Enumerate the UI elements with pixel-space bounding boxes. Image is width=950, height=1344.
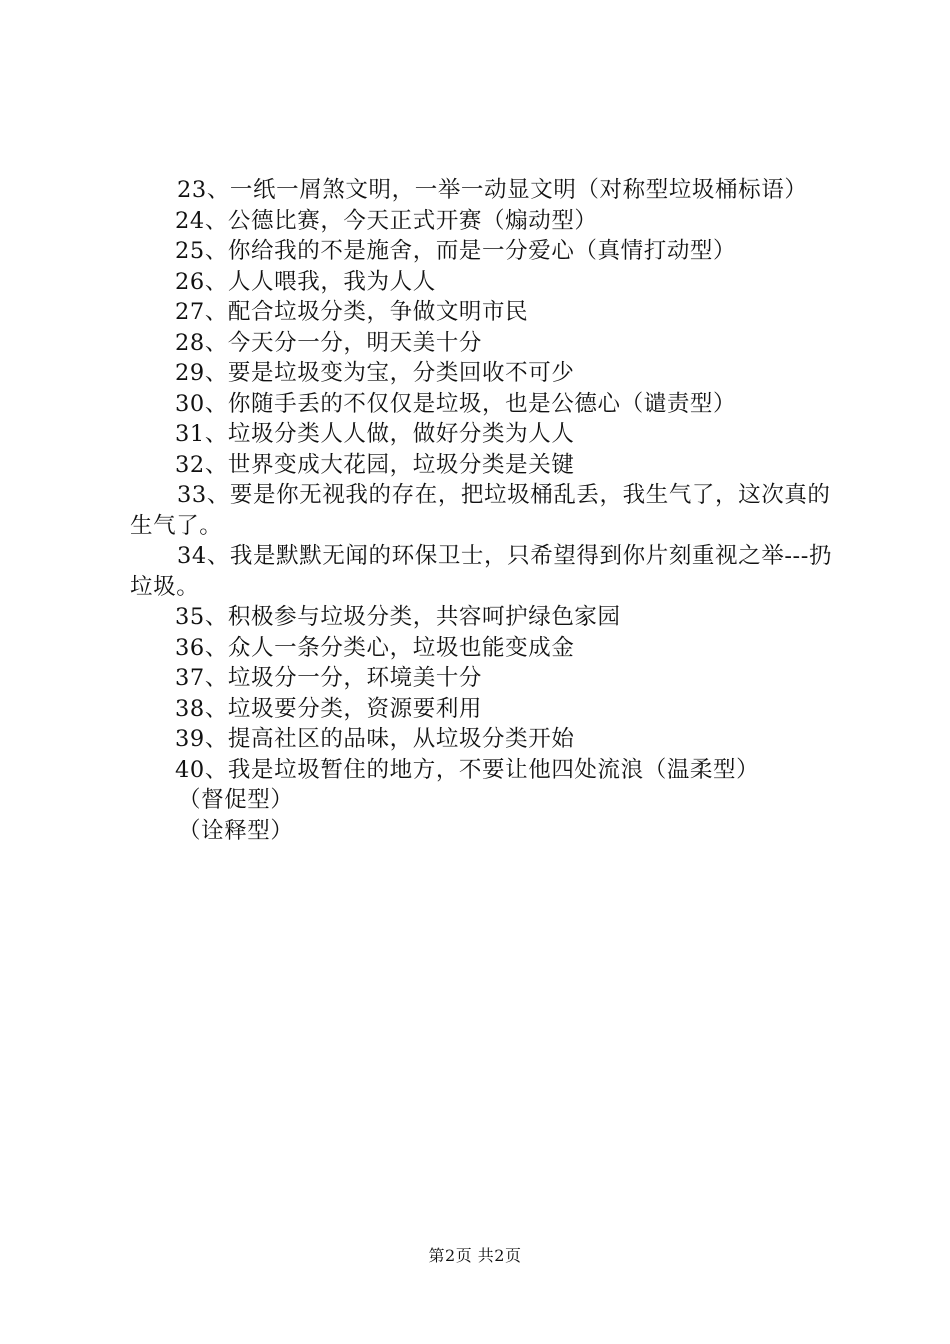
slogan-item-36: 36、众人一条分类心，垃圾也能变成金 xyxy=(175,634,575,661)
slogan-item-32: 32、世界变成大花园，垃圾分类是关键 xyxy=(175,451,575,478)
slogan-item-26: 26、人人喂我，我为人人 xyxy=(175,268,436,295)
slogan-item-30: 30、你随手丢的不仅仅是垃圾，也是公德心（谴责型） xyxy=(175,390,737,417)
slogan-item-38: 38、垃圾要分类，资源要利用 xyxy=(175,695,483,722)
slogan-item-25: 25、你给我的不是施舍，而是一分爱心（真情打动型） xyxy=(175,238,737,264)
note-explain-type: （诠释型） xyxy=(178,817,294,844)
slogan-item-37: 37、垃圾分一分，环境美十分 xyxy=(175,665,483,691)
slogan-item-31: 31、垃圾分类人人做，做好分类为人人 xyxy=(175,421,575,447)
slogan-item-40: 40、我是垃圾暂住的地方，不要让他四处流浪（温柔型） xyxy=(175,756,760,783)
slogan-item-39: 39、提高社区的品味，从垃圾分类开始 xyxy=(175,726,575,752)
note-urge-type: （督促型） xyxy=(178,787,294,813)
slogan-item-28: 28、今天分一分，明天美十分 xyxy=(175,329,483,356)
slogan-item-24: 24、公德比赛，今天正式开赛（煽动型） xyxy=(175,207,598,234)
slogan-item-33: 33、要是你无视我的存在，把垃圾桶乱丢，我生气了，这次真的生气了。 xyxy=(130,482,831,539)
slogan-item-35: 35、积极参与垃圾分类，共容呵护绿色家园 xyxy=(175,604,621,630)
slogan-item-23: 23、一纸一屑煞文明，一举一动显文明（对称型垃圾桶标语） xyxy=(177,177,808,203)
slogan-item-27: 27、配合垃圾分类，争做文明市民 xyxy=(175,299,529,325)
slogan-item-34: 34、我是默默无闻的环保卫士，只希望得到你片刻重视之举---扔垃圾。 xyxy=(130,543,833,600)
slogan-item-29: 29、要是垃圾变为宝，分类回收不可少 xyxy=(175,360,575,386)
page-number-footer: 第2页 共2页 xyxy=(428,1246,522,1265)
slogan-list xyxy=(130,175,835,846)
